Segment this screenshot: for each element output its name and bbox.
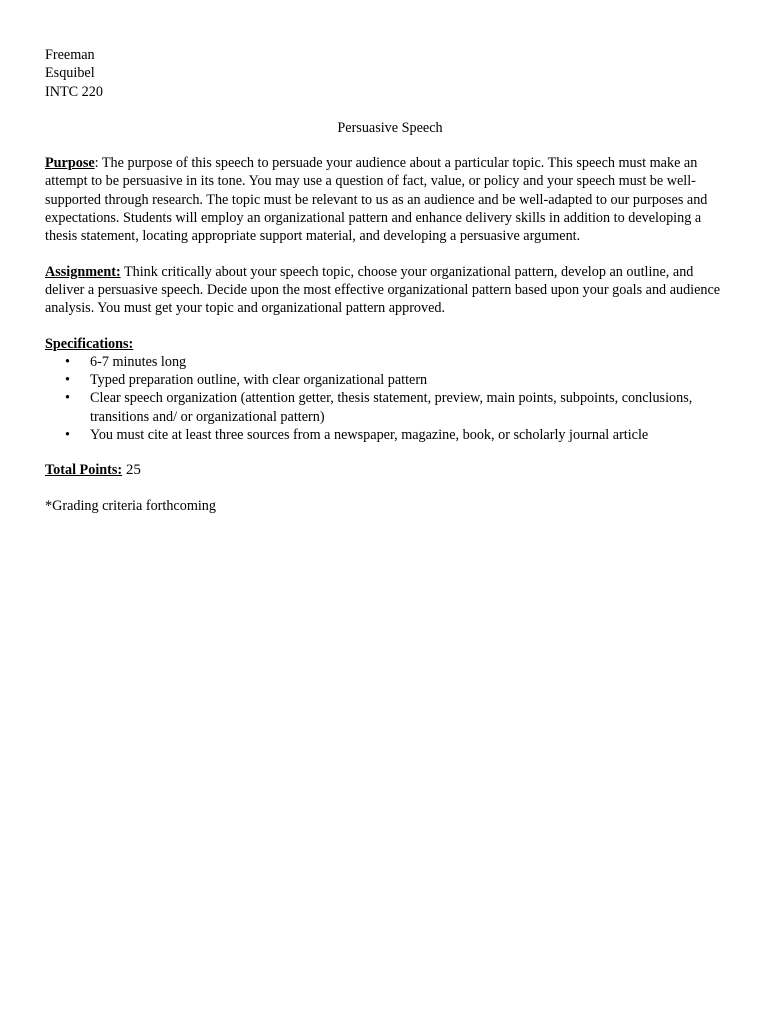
specifications-list [45,353,735,444]
list-item [45,353,735,371]
bullet-icon: • [65,353,70,370]
assignment-label: Assignment: [45,263,121,280]
total-points [45,461,735,479]
list-item-text: 6-7 minutes long [90,353,187,370]
assignment-paragraph [45,263,735,318]
assignment-text: Think critically about your speech topic, choose your organizational pattern, develop an outline, and deliver a persuasive speech. Decide upon the most effective organizational pattern based upon your goals and audience analysis. You must get your topic and organizational pattern approved. [45,263,721,317]
course-code: INTC 220 [45,83,103,100]
purpose-paragraph [45,154,735,245]
bullet-icon: • [65,372,70,389]
bullet-icon: • [65,427,70,444]
list-item [45,389,735,426]
bullet-icon: • [65,390,70,407]
list-item-text: You must cite at least three sources from a newspaper, magazine, book, or scholarly journal article [90,427,649,444]
specifications-section [45,335,735,445]
grading-note: *Grading criteria forthcoming [45,497,216,514]
list-item [45,426,735,444]
purpose-text: : The purpose of this speech to persuade your audience about a particular topic. This speech must make an attempt to be persuasive in its tone. You may use a question of fact, value, or policy and your speech must be well-supported through research. The topic must be relevant to us as an audience and be well-adapted to our purposes and expectations. Students will employ an organizational pattern and enhance delivery skills in addition to developing a thesis statement, locating appropriate support material, and developing a persuasive argument. [45,155,708,245]
list-item [45,371,735,389]
purpose-label: Purpose [45,155,95,172]
document-page [45,46,735,515]
list-item-text: Clear speech organization (attention getter, thesis statement, preview, main points, subpoints, conclusions, transitions and/ or organizational pattern) [90,390,693,425]
document-title: Persuasive Speech [337,119,443,136]
total-points-label: Total Points: [45,462,123,479]
specifications-label: Specifications: [45,335,134,352]
author-name: Freeman [45,47,95,63]
instructor-name: Esquibel [45,65,95,82]
total-points-value: 25 [122,462,141,479]
list-item-text: Typed preparation outline, with clear organizational pattern [90,372,428,389]
